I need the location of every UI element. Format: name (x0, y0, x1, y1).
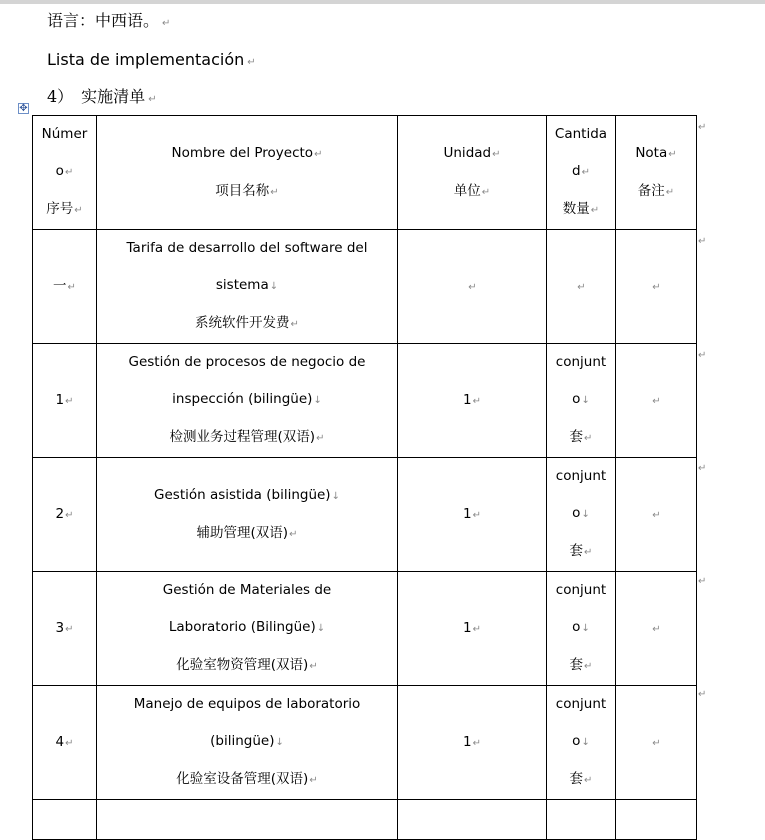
list-heading-zh: 4） 实施清单 ↵ (47, 87, 157, 106)
table-header-row (33, 116, 697, 230)
row-end-mark-icon: ↵ (698, 576, 707, 587)
row-end-mark-icon: ↵ (698, 463, 707, 474)
row-qty-cell: conjunt o↓ 套↵ (547, 572, 616, 686)
row-name-cell: Tarifa de desarrollo del software del sistema↓ 系统软件开发费↵ (97, 230, 398, 344)
row-name-cell: Gestión asistida (bilingüe)↓ 辅助管理(双语)↵ (97, 458, 398, 572)
list-heading-es: Lista de implementación ↵ (47, 50, 256, 69)
row-number-cell: 4↵ (33, 686, 97, 800)
row-name-cell: Gestión de Materiales de Laboratorio (Bilingüe)↓ 化验室物资管理(双语)↵ (97, 572, 398, 686)
header-name-cell: Nombre del Proyecto↵ 项目名称↵ (97, 116, 398, 230)
language-paragraph: 语言：中西语。 ↵ (47, 11, 171, 30)
paragraph-mark-icon: ↵ (247, 57, 256, 68)
row-note-cell: ↵ (616, 458, 697, 572)
row-qty-cell: conjunt o↓ 套↵ (547, 686, 616, 800)
row-unit-cell: 1↵ (398, 686, 547, 800)
row-end-mark-icon: ↵ (698, 236, 707, 247)
row-number-cell: 2↵ (33, 458, 97, 572)
row-number-cell: 一↵ (33, 230, 97, 344)
table-row (33, 230, 697, 344)
header-note-cell: Nota↵ 备注↵ (616, 116, 697, 230)
table-row (33, 572, 697, 686)
row-name-cell: Manejo de equipos de laboratorio (bilingüe)↓ 化验室设备管理(双语)↵ (97, 686, 398, 800)
header-number-cell: Númer o↵ 序号↵ (33, 116, 97, 230)
table-move-handle-icon[interactable]: ✥ (19, 103, 28, 114)
header-unit-cell: Unidad↵ 单位↵ (398, 116, 547, 230)
row-qty-cell: conjunt o↓ 套↵ (547, 458, 616, 572)
row-note-cell: ↵ (616, 230, 697, 344)
row-note-cell: ↵ (616, 344, 697, 458)
table-row (33, 686, 697, 800)
row-end-mark-icon: ↵ (698, 122, 707, 133)
top-border (0, 0, 765, 4)
paragraph-mark-icon: ↵ (148, 94, 157, 105)
implementation-table (32, 115, 697, 840)
header-qty-cell: Cantida d↵ 数量↵ (547, 116, 616, 230)
row-name-cell: Gestión de procesos de negocio de inspección (bilingüe)↓ 检测业务过程管理(双语)↵ (97, 344, 398, 458)
row-number-cell: 1↵ (33, 344, 97, 458)
row-number-cell: 3↵ (33, 572, 97, 686)
row-note-cell: ↵ (616, 686, 697, 800)
row-qty-cell: conjunt o↓ 套↵ (547, 344, 616, 458)
row-qty-cell: ↵ (547, 230, 616, 344)
paragraph-mark-icon: ↵ (162, 18, 171, 29)
table-row (33, 458, 697, 572)
table-row (33, 344, 697, 458)
row-note-cell: ↵ (616, 572, 697, 686)
row-unit-cell: 1↵ (398, 572, 547, 686)
table-row (33, 800, 697, 840)
row-unit-cell: 1↵ (398, 344, 547, 458)
row-unit-cell: ↵ (398, 230, 547, 344)
row-end-mark-icon: ↵ (698, 689, 707, 700)
row-unit-cell: 1↵ (398, 458, 547, 572)
row-end-mark-icon: ↵ (698, 350, 707, 361)
